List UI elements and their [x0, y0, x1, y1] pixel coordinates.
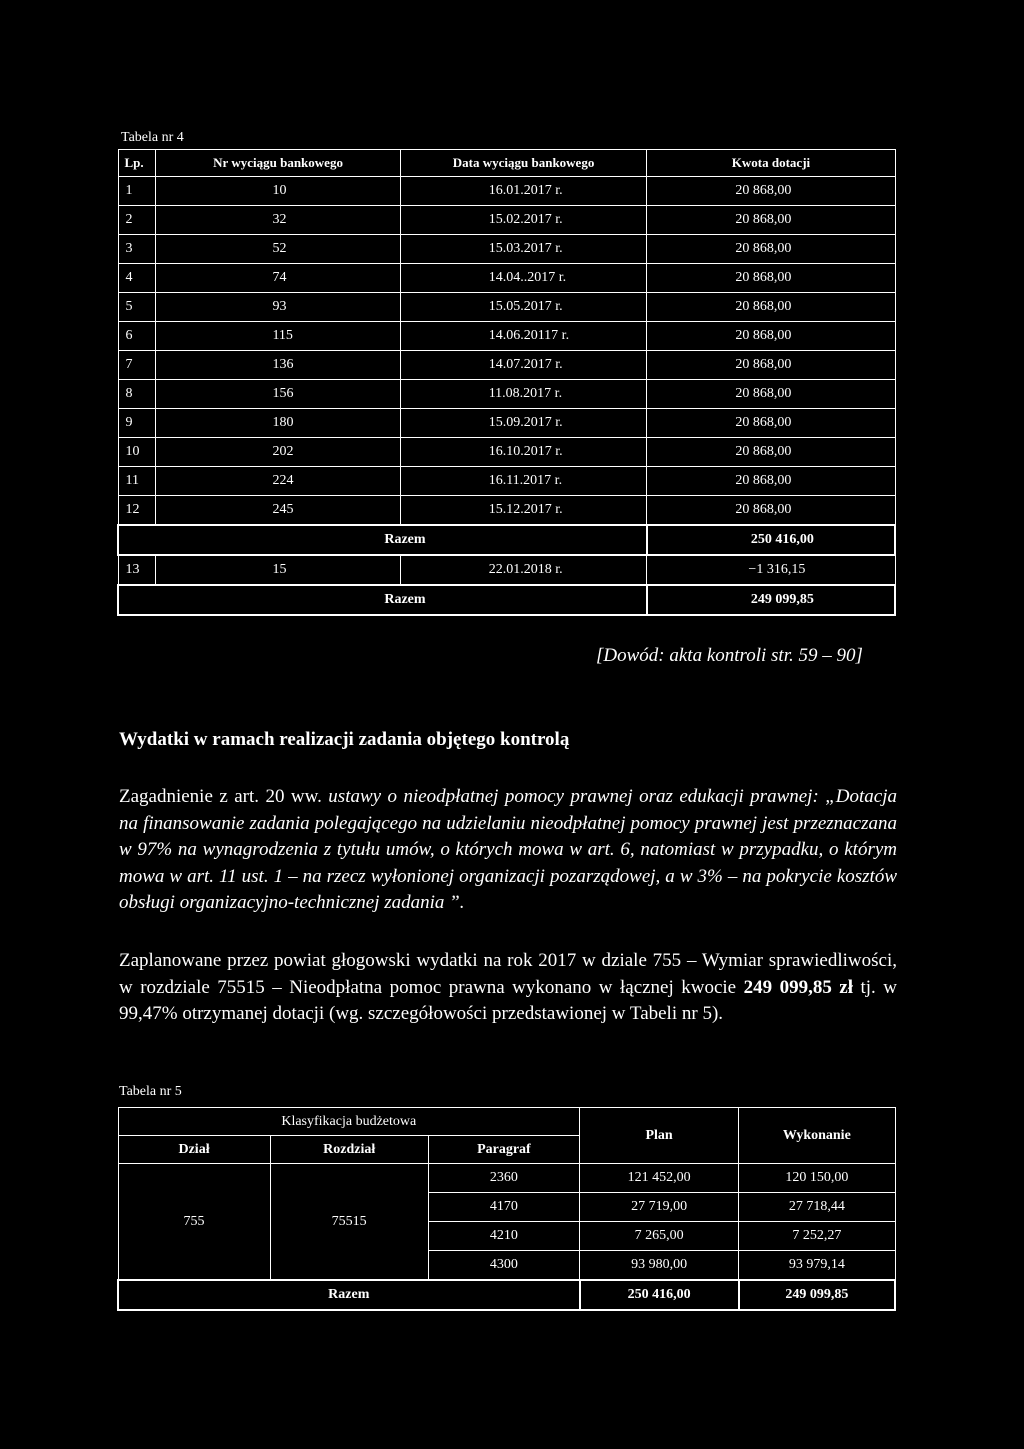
para2-text2: tj. w 99,47% otrzymanej dotacji (wg. szczegółowości przedstawionej w Tabeli nr 5).: [119, 976, 897, 1024]
cell-plan: 27 719,00: [580, 1193, 739, 1222]
section-heading: Wydatki w ramach realizacji zadania objętego kontrolą: [119, 729, 570, 750]
cell-kwota: 20 868,00: [647, 467, 895, 496]
cell-nr: 115: [156, 322, 400, 351]
razem-label: Razem: [118, 525, 647, 555]
table4-bank-statements: [117, 149, 896, 616]
cell-kwota: 20 868,00: [647, 438, 895, 467]
cell-nr: 180: [156, 409, 400, 438]
razem-wykonanie: 249 099,85: [739, 1280, 895, 1310]
cell-date: 14.04..2017 r.: [400, 264, 647, 293]
header-dzial: Dział: [118, 1136, 270, 1164]
table-row: [118, 555, 895, 585]
cell-nr: 10: [156, 177, 400, 206]
table-row: [118, 467, 895, 496]
cell-nr: 136: [156, 351, 400, 380]
cell-lp: 11: [118, 467, 156, 496]
header-lp: Lp.: [118, 150, 156, 177]
cell-plan: 121 452,00: [580, 1164, 739, 1193]
razem-plan: 250 416,00: [580, 1280, 739, 1310]
cell-kwota: 20 868,00: [647, 293, 895, 322]
cell-nr: 202: [156, 438, 400, 467]
cell-nr: 74: [156, 264, 400, 293]
cell-date: 16.11.2017 r.: [400, 467, 647, 496]
cell-wykonanie: 120 150,00: [739, 1164, 895, 1193]
table5-caption: Tabela nr 5: [119, 1084, 182, 1099]
cell-kwota: 20 868,00: [647, 264, 895, 293]
cell-wykonanie: 93 979,14: [739, 1251, 895, 1281]
cell-lp: 5: [118, 293, 156, 322]
cell-lp: 12: [118, 496, 156, 526]
cell-nr: 156: [156, 380, 400, 409]
cell-plan: 93 980,00: [580, 1251, 739, 1281]
table-row: [118, 351, 895, 380]
table5-group-row: [118, 1108, 895, 1136]
para1-lead: Zagadnienie z art. 20 ww.: [119, 786, 329, 807]
cell-kwota: 20 868,00: [647, 380, 895, 409]
cell-lp: 1: [118, 177, 156, 206]
razem-value: 250 416,00: [647, 525, 895, 555]
cell-date: 15.05.2017 r.: [400, 293, 647, 322]
cell-kwota: 20 868,00: [647, 351, 895, 380]
header-plan: Plan: [580, 1108, 739, 1164]
cell-lp: 6: [118, 322, 156, 351]
cell-lp: 10: [118, 438, 156, 467]
paragraph-wydatki: [119, 948, 897, 1028]
cell-lp: 8: [118, 380, 156, 409]
table-row: [118, 409, 895, 438]
table-row: [118, 293, 895, 322]
table4-razem-row-2: [118, 585, 895, 615]
cell-nr: 15: [156, 555, 400, 585]
cell-date: 15.12.2017 r.: [400, 496, 647, 526]
para2-text1: Zaplanowane przez powiat głogowski wydatki na rok 2017 w dziale 755 – Wymiar sprawiedliwości, w rozdziale 75515 – Nieodpłatna pomoc prawna wykonano w łącznej kwocie: [119, 950, 897, 998]
cell-kwota: 20 868,00: [647, 177, 895, 206]
table4-caption: Tabela nr 4: [121, 130, 184, 145]
table-row: [118, 322, 895, 351]
cell-lp: 4: [118, 264, 156, 293]
cell-date: 14.06.20117 r.: [400, 322, 647, 351]
cell-nr: 224: [156, 467, 400, 496]
table-row: [118, 496, 895, 526]
cell-rozdzial: 75515: [270, 1164, 428, 1281]
table-row: [118, 438, 895, 467]
cell-date: 15.09.2017 r.: [400, 409, 647, 438]
cell-kwota: 20 868,00: [647, 322, 895, 351]
cell-date: 14.07.2017 r.: [400, 351, 647, 380]
cell-wykonanie: 7 252,27: [739, 1222, 895, 1251]
cell-nr: 245: [156, 496, 400, 526]
header-kwota-dotacji: Kwota dotacji: [647, 150, 895, 177]
para1-italic-quote: ustawy o nieodpłatnej pomocy prawnej oraz edukacji prawnej: „Dotacja na finansowanie zadania polegającego na udzielaniu nieodpłatnej pomocy prawnej jest przeznaczana w 97% na wynagrodzenia z tytułu umów, o których mowa w art. 6, natomiast w przypadku, o którym mowa w art. 11 ust. 1 – na rzecz wyłonionej organizacji pozarządowej, a w 3% – na pokrycie kosztów obsługi organizacyjno-technicznej zadania ”.: [119, 786, 898, 913]
source-note: [Dowód: akta kontroli str. 59 – 90]: [596, 645, 863, 666]
cell-kwota: −1 316,15: [647, 555, 895, 585]
cell-wykonanie: 27 718,44: [739, 1193, 895, 1222]
cell-lp: 2: [118, 206, 156, 235]
table5-budget-classification: [117, 1107, 896, 1311]
cell-date: 15.03.2017 r.: [400, 235, 647, 264]
para2-amount: 249 099,85 zł: [743, 976, 854, 998]
table-row: [118, 206, 895, 235]
cell-dzial: 755: [118, 1164, 270, 1281]
cell-lp: 7: [118, 351, 156, 380]
cell-lp: 9: [118, 409, 156, 438]
cell-date: 15.02.2017 r.: [400, 206, 647, 235]
cell-paragraf: 4170: [428, 1193, 579, 1222]
cell-paragraf: 4210: [428, 1222, 579, 1251]
cell-kwota: 20 868,00: [647, 206, 895, 235]
paragraph-zagadnienie: [119, 784, 897, 917]
header-nr-wyciagu: Nr wyciągu bankowego: [156, 150, 400, 177]
header-klasyfikacja: Klasyfikacja budżetowa: [118, 1108, 580, 1136]
table-row: [118, 177, 895, 206]
cell-lp: 3: [118, 235, 156, 264]
table-row: [118, 235, 895, 264]
cell-date: 22.01.2018 r.: [400, 555, 647, 585]
cell-date: 11.08.2017 r.: [400, 380, 647, 409]
table4-razem-row-1: [118, 525, 895, 555]
cell-nr: 93: [156, 293, 400, 322]
header-data-wyciagu: Data wyciągu bankowego: [400, 150, 647, 177]
cell-kwota: 20 868,00: [647, 409, 895, 438]
header-paragraf: Paragraf: [428, 1136, 579, 1164]
cell-nr: 32: [156, 206, 400, 235]
cell-kwota: 20 868,00: [647, 235, 895, 264]
cell-kwota: 20 868,00: [647, 496, 895, 526]
cell-paragraf: 4300: [428, 1251, 579, 1281]
cell-plan: 7 265,00: [580, 1222, 739, 1251]
cell-nr: 52: [156, 235, 400, 264]
table-row: [118, 380, 895, 409]
cell-date: 16.01.2017 r.: [400, 177, 647, 206]
table-row: [118, 264, 895, 293]
table-row: [118, 1164, 895, 1193]
table5-razem-row: [118, 1280, 895, 1310]
cell-date: 16.10.2017 r.: [400, 438, 647, 467]
table4-header-row: [118, 150, 895, 177]
razem-value: 249 099,85: [647, 585, 895, 615]
table4-body: [118, 177, 895, 526]
header-rozdzial: Rozdział: [270, 1136, 428, 1164]
razem-label: Razem: [118, 1280, 580, 1310]
cell-paragraf: 2360: [428, 1164, 579, 1193]
header-wykonanie: Wykonanie: [739, 1108, 895, 1164]
cell-lp: 13: [118, 555, 156, 585]
razem-label: Razem: [118, 585, 647, 615]
